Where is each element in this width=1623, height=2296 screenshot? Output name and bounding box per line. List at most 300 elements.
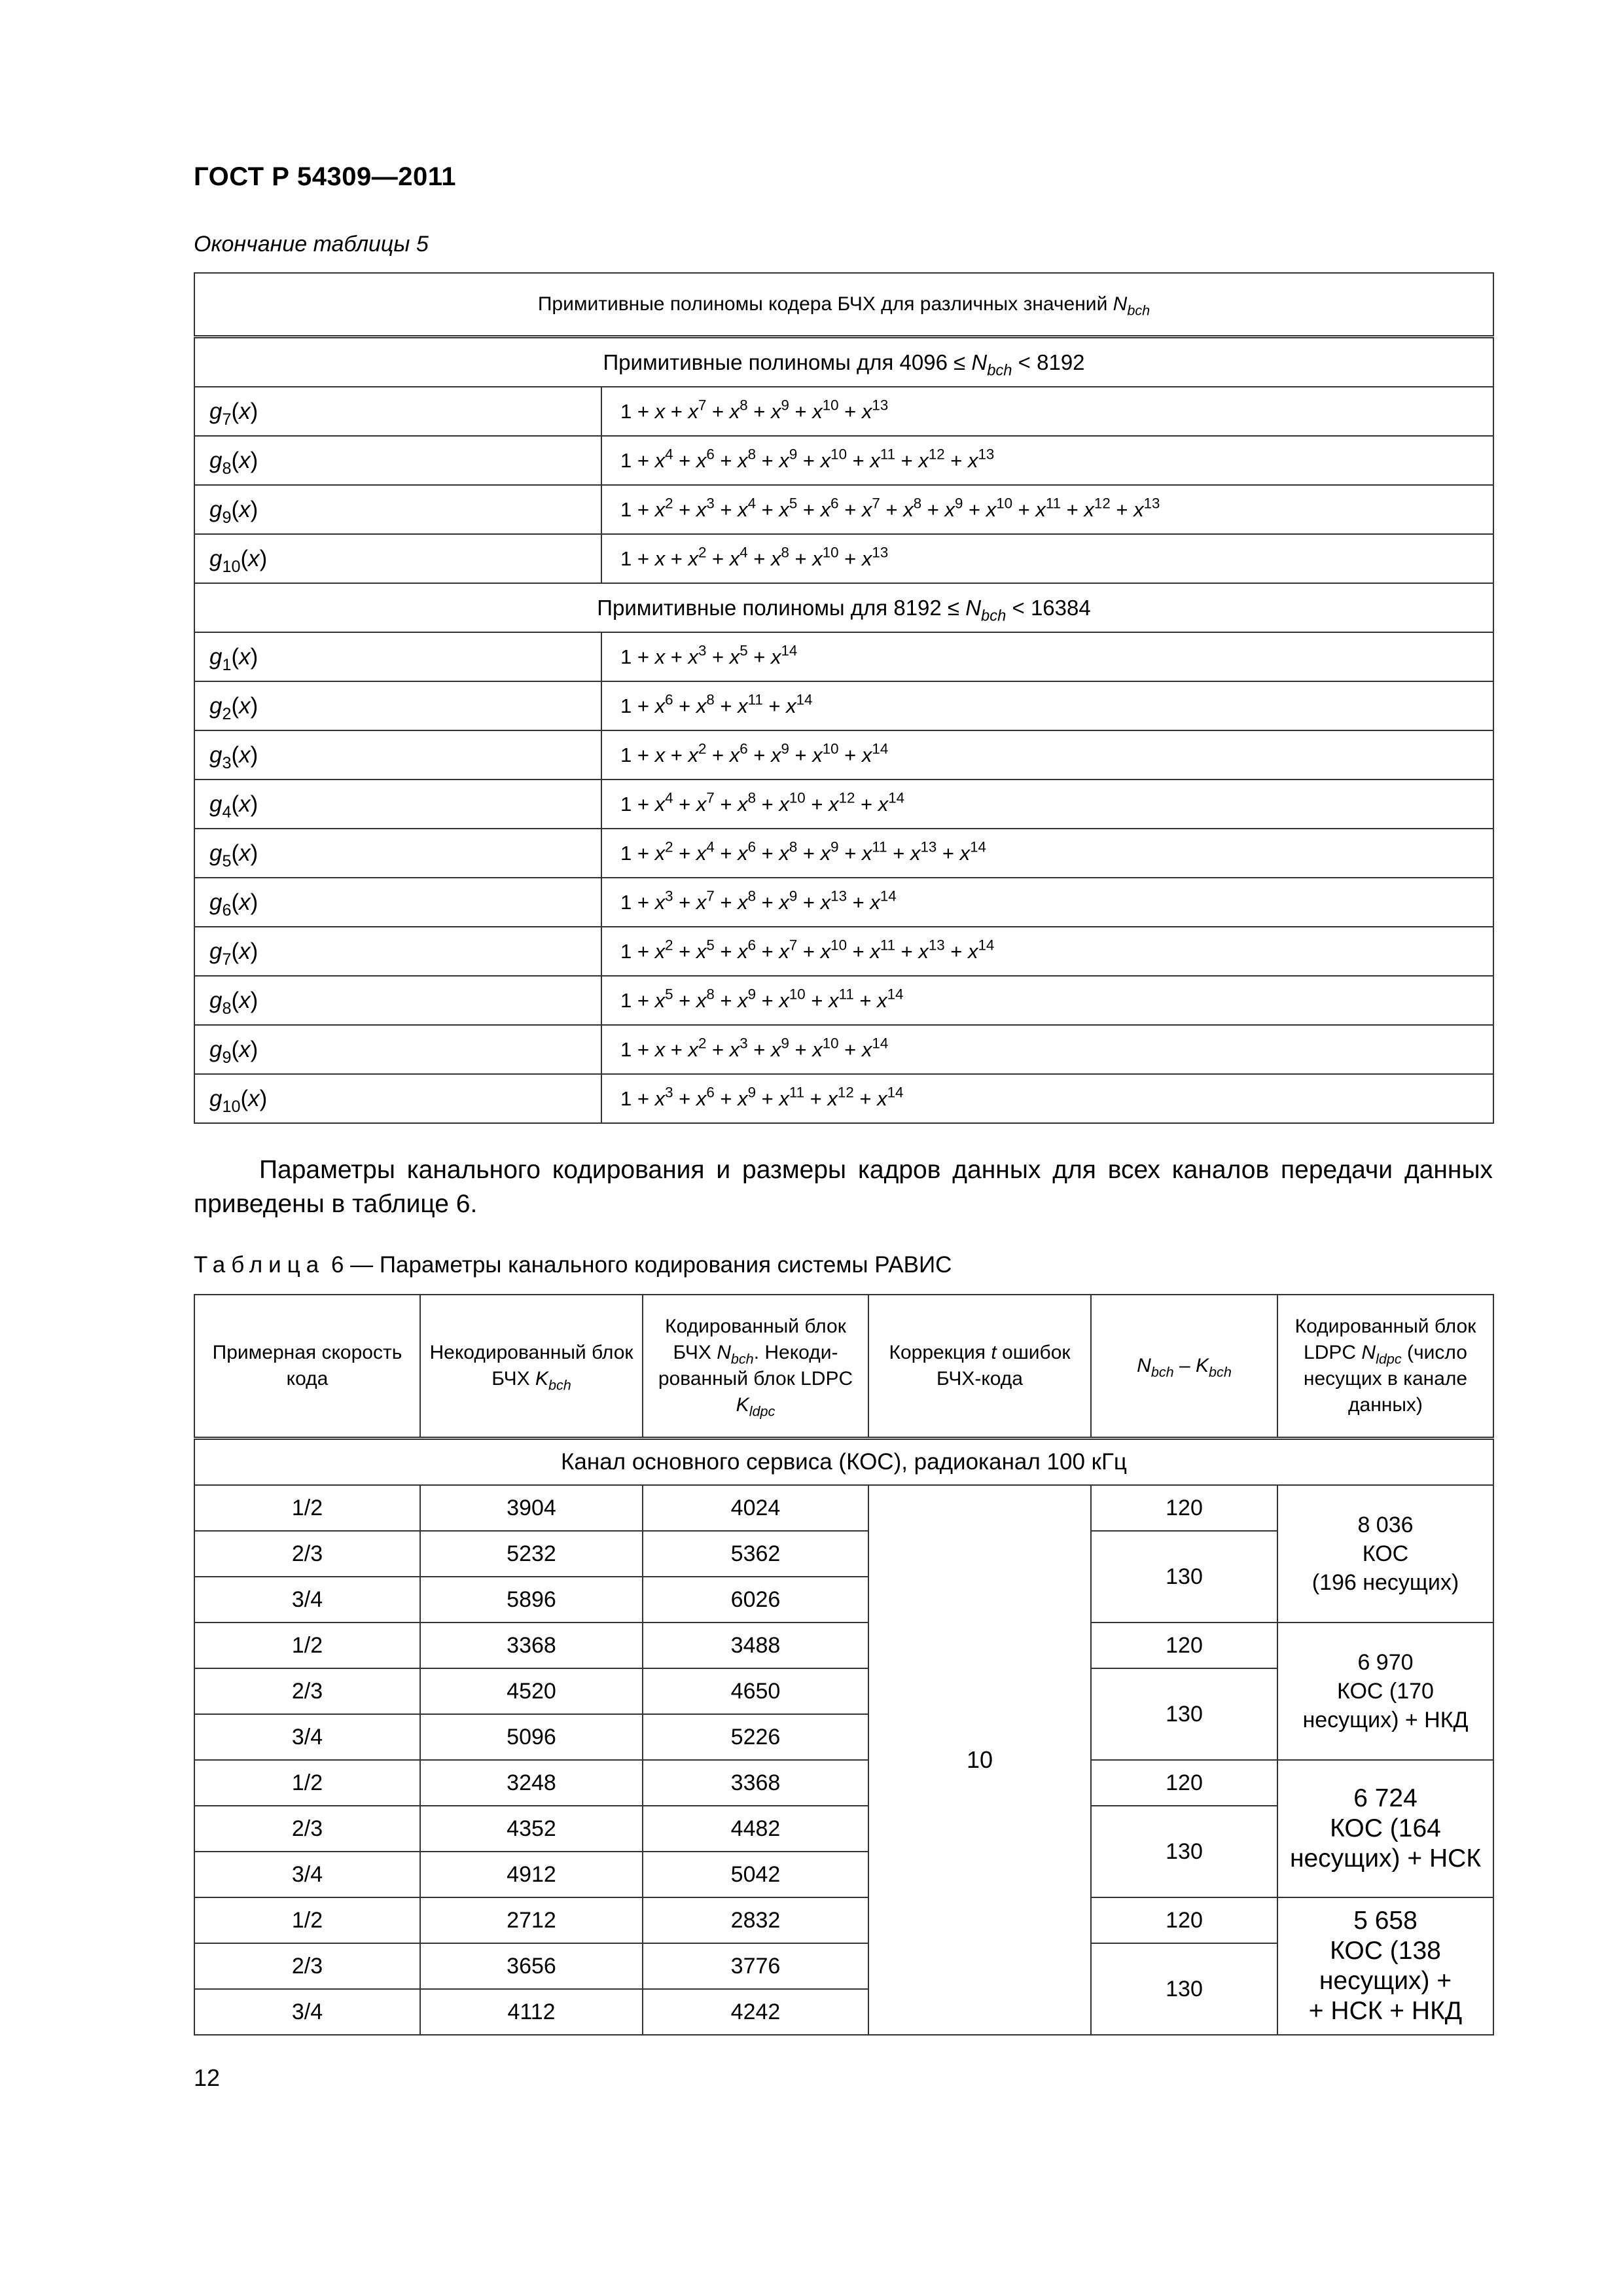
g-letter: g (209, 791, 223, 817)
term (877, 986, 904, 1012)
x-var: x (986, 497, 997, 521)
g-letter: g (209, 987, 223, 1013)
term-exponent: 8 (740, 397, 748, 414)
term-exponent: 3 (698, 642, 707, 659)
polynomial-expression: $1 + x + x^3 + x^5 + x^{14}$ (601, 632, 1493, 681)
polynomial-name: $g_9(x)$ (194, 485, 601, 534)
n-minus-k-cell: 130 (1091, 1806, 1277, 1897)
section-var-sub: bch (981, 606, 1007, 624)
term (877, 1084, 904, 1110)
term-exponent: 12 (837, 1084, 854, 1101)
term-exponent: 8 (789, 838, 798, 855)
x-var: x (829, 988, 839, 1012)
page-number: 12 (194, 2064, 221, 2091)
g-letter: g (209, 742, 223, 768)
x-var: x (968, 939, 978, 963)
term-constant: 1 (620, 497, 632, 521)
x-var: x (654, 448, 666, 472)
g-letter: g (209, 840, 223, 866)
term-exponent: 13 (978, 446, 995, 463)
x-var: x (696, 939, 707, 963)
term (738, 446, 757, 472)
x-var: x (779, 841, 789, 865)
term-exponent: 12 (928, 446, 945, 463)
col-header-text: – (1173, 1355, 1196, 1376)
kbch-cell: 3656 (420, 1943, 643, 1989)
x-var: x (688, 1037, 698, 1061)
nbch-cell: 4024 (643, 1485, 868, 1531)
term (688, 740, 707, 766)
term (654, 986, 673, 1012)
polynomial-name: $g_{10}(x)$ (194, 1074, 601, 1123)
x-var: x (248, 545, 260, 571)
polynomial-expression: $1 + x + x^7 + x^8 + x^9 + x^{10} + x^{13}$ (601, 387, 1493, 436)
rate-cell: 2/3 (194, 1531, 420, 1577)
term (986, 495, 1013, 521)
term-exponent: 10 (822, 740, 839, 757)
term (696, 495, 715, 521)
x-var: x (903, 497, 914, 521)
term-exponent: 9 (830, 838, 839, 855)
x-var: x (812, 399, 823, 423)
term-constant: 1 (620, 448, 632, 472)
term (688, 642, 707, 668)
polynomial-row (194, 730, 1493, 780)
table-6-caption (194, 1252, 952, 1278)
nldpc-line: КОС (138 (1330, 1937, 1441, 1965)
table-5-header-row (194, 273, 1493, 337)
term-exponent: 8 (747, 888, 757, 905)
x-var: x (239, 447, 251, 473)
x-var: x (861, 1037, 872, 1061)
x-var: x (878, 792, 889, 816)
polynomial-row (194, 485, 1493, 534)
term-exponent: 7 (706, 789, 715, 806)
col-header-rate: Примерная скорость кода (194, 1295, 420, 1439)
term (870, 937, 895, 963)
rate-cell: 2/3 (194, 1806, 420, 1852)
term (779, 446, 798, 472)
term-exponent: 2 (698, 1035, 707, 1052)
term-exponent: 10 (822, 397, 839, 414)
term (861, 1035, 889, 1061)
term-exponent: 3 (706, 495, 715, 512)
term-constant: 1 (620, 1086, 632, 1110)
x-var: x (968, 448, 978, 472)
col-header-text: . Некоди-рованный блок LDPC (658, 1342, 853, 1390)
term (827, 1084, 854, 1110)
x-var: x (770, 743, 781, 766)
term-exponent: 9 (781, 397, 789, 414)
term-exponent: 6 (706, 446, 715, 463)
x-var: x (779, 890, 789, 914)
table-6-caption-text: 6 — Параметры канального кодирования системы РАВИС (325, 1252, 952, 1278)
col-header-sub: bch (548, 1376, 571, 1393)
term (1035, 495, 1061, 521)
term (861, 544, 889, 570)
polynomial-index: 5 (222, 852, 232, 870)
term (738, 838, 757, 865)
term (770, 642, 798, 668)
x-var: x (820, 890, 831, 914)
section-prefix: Примитивные полиномы для 8192 ≤ (597, 595, 966, 620)
nldpc-line: несущих) + НСК (1289, 1844, 1482, 1873)
term-exponent: 11 (747, 691, 763, 708)
polynomial-row (194, 780, 1493, 829)
polynomial-index: 1 (222, 655, 232, 674)
x-var: x (861, 841, 872, 865)
term (861, 740, 889, 766)
polynomial-index: 7 (222, 950, 232, 969)
g-letter: g (209, 1085, 223, 1111)
polynomial-index: 4 (222, 802, 232, 821)
x-var: x (1084, 497, 1094, 521)
term (729, 642, 748, 668)
polynomial-row (194, 1025, 1493, 1074)
nbch-cell: 5226 (643, 1714, 868, 1760)
x-var: x (738, 1086, 748, 1110)
table-5-title-var-sub: bch (1127, 302, 1150, 319)
x-var: x (729, 399, 740, 423)
term-exponent: 2 (665, 495, 673, 512)
table-5-title (194, 273, 1493, 337)
term-exponent: 7 (706, 888, 715, 905)
nbch-cell: 6026 (643, 1577, 868, 1623)
term (696, 1084, 715, 1110)
table-6-row (194, 1623, 1493, 1668)
polynomial-expression: $1 + x^3 + x^6 + x^9 + x^{11} + x^{12} + x^{14}$ (601, 1074, 1493, 1123)
nbch-cell: 5362 (643, 1531, 868, 1577)
x-var: x (239, 496, 251, 522)
kbch-cell: 5232 (420, 1531, 643, 1577)
n-minus-k-cell: 130 (1091, 1668, 1277, 1760)
term-constant: 1 (620, 399, 632, 423)
term (654, 691, 673, 717)
g-letter: g (209, 1036, 223, 1062)
term (654, 937, 673, 963)
polynomial-expression: $1 + x^3 + x^7 + x^8 + x^9 + x^{13} + x^{14}$ (601, 878, 1493, 927)
term (910, 838, 937, 865)
kbch-cell: 4352 (420, 1806, 643, 1852)
x-var: x (770, 547, 781, 570)
g-letter: g (209, 643, 223, 670)
term-exponent: 10 (789, 986, 806, 1003)
g-letter: g (209, 447, 223, 473)
term (654, 1084, 673, 1110)
term-exponent: 6 (747, 838, 757, 855)
term (738, 888, 757, 914)
nldpc-line: 6 724 (1353, 1784, 1418, 1812)
term-exponent: 3 (740, 1035, 748, 1052)
x-var: x (738, 939, 748, 963)
nldpc-line: (196 несущих) (1311, 1570, 1459, 1595)
term-exponent: 7 (698, 397, 707, 414)
term-exponent: 10 (822, 1035, 839, 1052)
nldpc-cell (1277, 1760, 1493, 1897)
polynomial-row (194, 681, 1493, 730)
term-exponent: 6 (706, 1084, 715, 1101)
polynomial-name: $g_6(x)$ (194, 878, 601, 927)
nldpc-line: КОС (164 (1330, 1814, 1441, 1842)
term-exponent: 4 (665, 789, 673, 806)
nldpc-cell (1277, 1485, 1493, 1623)
rate-cell: 2/3 (194, 1668, 420, 1714)
term-exponent: 9 (747, 986, 757, 1003)
term-exponent: 11 (880, 446, 895, 463)
nldpc-line: КОС (1362, 1541, 1409, 1566)
term-exponent: 7 (789, 937, 798, 954)
term-exponent: 11 (789, 1084, 805, 1101)
polynomial-row (194, 436, 1493, 485)
term-exponent: 6 (740, 740, 748, 757)
polynomial-row (194, 927, 1493, 976)
table-6-row (194, 1485, 1493, 1531)
term-exponent: 9 (747, 1084, 757, 1101)
term-exponent: 2 (698, 740, 707, 757)
term-exponent: 9 (954, 495, 963, 512)
polynomial-name: $g_5(x)$ (194, 829, 601, 878)
x-var: x (738, 448, 748, 472)
term-exponent: 2 (665, 838, 673, 855)
nldpc-line: + НСК + НКД (1308, 1997, 1463, 2025)
x-var: x (239, 643, 251, 670)
term-exponent: 4 (747, 495, 757, 512)
term-exponent: 11 (838, 986, 854, 1003)
col-header-var: N (717, 1342, 731, 1363)
term (870, 888, 897, 914)
kbch-cell: 3248 (420, 1760, 643, 1806)
nldpc-line: 5 658 (1353, 1907, 1418, 1935)
term-exponent: 12 (1094, 495, 1111, 512)
col-header-correction (868, 1295, 1091, 1439)
polynomial-name: $g_3(x)$ (194, 730, 601, 780)
table-5-title-var: N (1113, 293, 1128, 315)
term (729, 397, 748, 423)
x-var: x (779, 939, 789, 963)
table-6-coding-params (194, 1294, 1494, 2036)
term-constant: 1 (620, 792, 632, 816)
nbch-cell: 4650 (643, 1668, 868, 1714)
table-5-polynomials (194, 272, 1494, 1124)
x-var: x (738, 988, 748, 1012)
correction-cell: 10 (868, 1485, 1091, 2035)
x-var: x (239, 1036, 251, 1062)
nldpc-line: несущих) + (1319, 1967, 1452, 1995)
x-var: x (827, 1086, 838, 1110)
x-var: x (239, 742, 251, 768)
x-var: x (239, 398, 251, 424)
term-exponent: 14 (970, 838, 986, 855)
term (861, 495, 880, 521)
polynomial-expression: $1 + x^2 + x^3 + x^4 + x^5 + x^6 + x^7 + x^8 + x^9 + x^{10} + x^{11} + x^{12} + x^{13}$ (601, 485, 1493, 534)
rate-cell: 1/2 (194, 1485, 420, 1531)
x-var: x (696, 1086, 707, 1110)
term (770, 1035, 789, 1061)
term-exponent: 8 (706, 691, 715, 708)
x-var: x (779, 497, 789, 521)
x-var: x (239, 791, 251, 817)
x-var: x (770, 645, 781, 668)
term (655, 744, 666, 766)
term (655, 1038, 666, 1061)
col-header-var: t (991, 1342, 997, 1363)
term-exponent: 4 (706, 838, 715, 855)
term (729, 1035, 748, 1061)
x-var: x (910, 841, 921, 865)
term-exponent: 13 (830, 888, 847, 905)
x-var: x (877, 1086, 887, 1110)
x-var: x (248, 1085, 260, 1111)
x-var: x (738, 792, 748, 816)
x-var: x (820, 841, 831, 865)
term (729, 544, 748, 570)
polynomial-name: $g_2(x)$ (194, 681, 601, 730)
term-exponent: 10 (996, 495, 1013, 512)
polynomial-index: 9 (222, 1048, 232, 1067)
term (688, 544, 707, 570)
kbch-cell: 2712 (420, 1897, 643, 1943)
x-var: x (696, 988, 707, 1012)
x-var: x (654, 939, 666, 963)
x-var: x (779, 448, 789, 472)
term (820, 838, 839, 865)
polynomial-expression: $1 + x^4 + x^6 + x^8 + x^9 + x^{10} + x^{11} + x^{12} + x^{13}$ (601, 436, 1493, 485)
col-header-text: ошибок БЧХ-кода (936, 1342, 1071, 1390)
col-header-sub: ldpc (1376, 1350, 1402, 1367)
polynomial-row (194, 632, 1493, 681)
nldpc-line: 8 036 (1357, 1513, 1414, 1537)
term (654, 789, 673, 816)
col-header-kbch (420, 1295, 643, 1439)
x-var: x (770, 1037, 781, 1061)
x-var: x (654, 988, 666, 1012)
term-exponent: 11 (1045, 495, 1061, 512)
term-exponent: 2 (665, 937, 673, 954)
term (696, 986, 715, 1012)
term (688, 1035, 707, 1061)
term-exponent: 14 (978, 937, 995, 954)
term-exponent: 8 (706, 986, 715, 1003)
term (655, 400, 666, 423)
term-exponent: 9 (789, 888, 798, 905)
term (654, 446, 673, 472)
x-var: x (729, 645, 740, 668)
x-var: x (738, 497, 748, 521)
section-prefix: Примитивные полиномы для 4096 ≤ (603, 350, 972, 374)
term-exponent: 14 (796, 691, 813, 708)
section-var-sub: bch (987, 361, 1012, 379)
term-exponent: 9 (781, 740, 789, 757)
term (870, 446, 895, 472)
term (820, 495, 839, 521)
x-var: x (870, 890, 880, 914)
x-var: x (654, 890, 666, 914)
x-var: x (239, 987, 251, 1013)
x-var: x (239, 840, 251, 866)
x-var: x (779, 1086, 789, 1110)
term-exponent: 14 (888, 789, 905, 806)
polynomial-expression: $1 + x^2 + x^5 + x^6 + x^7 + x^{10} + x^{11} + x^{13} + x^{14}$ (601, 927, 1493, 976)
rate-cell: 1/2 (194, 1623, 420, 1668)
term-constant: 1 (620, 841, 632, 865)
term (812, 740, 839, 766)
term-exponent: 14 (872, 1035, 889, 1052)
term-constant: 1 (620, 694, 632, 717)
col-header-text: Коррекция (889, 1342, 991, 1363)
n-minus-k-cell: 120 (1091, 1760, 1277, 1806)
x-var: x (239, 692, 251, 719)
term-exponent: 12 (838, 789, 855, 806)
table-5-section-row (194, 583, 1493, 632)
kbch-cell: 3368 (420, 1623, 643, 1668)
section-var: N (965, 595, 982, 620)
term (968, 937, 995, 963)
term (820, 446, 847, 472)
x-var: x (820, 497, 831, 521)
x-var: x (654, 547, 666, 570)
x-var: x (688, 399, 698, 423)
kbch-cell: 4520 (420, 1668, 643, 1714)
term (688, 397, 707, 423)
polynomial-index: 3 (222, 753, 232, 772)
term-exponent: 4 (740, 544, 748, 561)
polynomial-index: 10 (222, 1097, 241, 1116)
nldpc-line: КОС (170 (1337, 1679, 1434, 1704)
term-constant: 1 (620, 939, 632, 963)
term (812, 544, 839, 570)
rate-cell: 1/2 (194, 1760, 420, 1806)
rate-cell: 3/4 (194, 1577, 420, 1623)
col-header-var: K (1196, 1355, 1209, 1376)
kbch-cell: 5096 (420, 1714, 643, 1760)
x-var: x (654, 1086, 666, 1110)
col-header-nbch-kldpc (643, 1295, 868, 1439)
term (696, 937, 715, 963)
term-exponent: 8 (747, 446, 757, 463)
polynomial-expression: $1 + x + x^2 + x^6 + x^9 + x^{10} + x^{14}$ (601, 730, 1493, 780)
term-constant: 1 (620, 547, 632, 570)
term (903, 495, 922, 521)
term (770, 544, 789, 570)
term (918, 937, 945, 963)
term (696, 789, 715, 816)
table-5-section-row (194, 337, 1493, 387)
term (779, 986, 806, 1012)
nldpc-line: несущих) + НКД (1302, 1708, 1469, 1732)
col-header-sub: bch (1150, 1363, 1174, 1380)
kbch-cell: 4112 (420, 1989, 643, 2035)
nbch-cell: 3368 (643, 1760, 868, 1806)
x-var: x (696, 694, 707, 717)
term-exponent: 11 (872, 838, 887, 855)
x-var: x (654, 399, 666, 423)
nbch-cell: 3776 (643, 1943, 868, 1989)
x-var: x (770, 399, 781, 423)
table-6-row (194, 1897, 1493, 1943)
g-letter: g (209, 496, 223, 522)
polynomial-name: $g_8(x)$ (194, 976, 601, 1025)
term-constant: 1 (620, 1037, 632, 1061)
term (820, 888, 847, 914)
term-exponent: 7 (872, 495, 880, 512)
x-var: x (696, 890, 707, 914)
polynomial-index: 10 (222, 557, 241, 576)
x-var: x (1035, 497, 1046, 521)
x-var: x (696, 792, 707, 816)
term (696, 446, 715, 472)
term (738, 937, 757, 963)
x-var: x (812, 1037, 823, 1061)
